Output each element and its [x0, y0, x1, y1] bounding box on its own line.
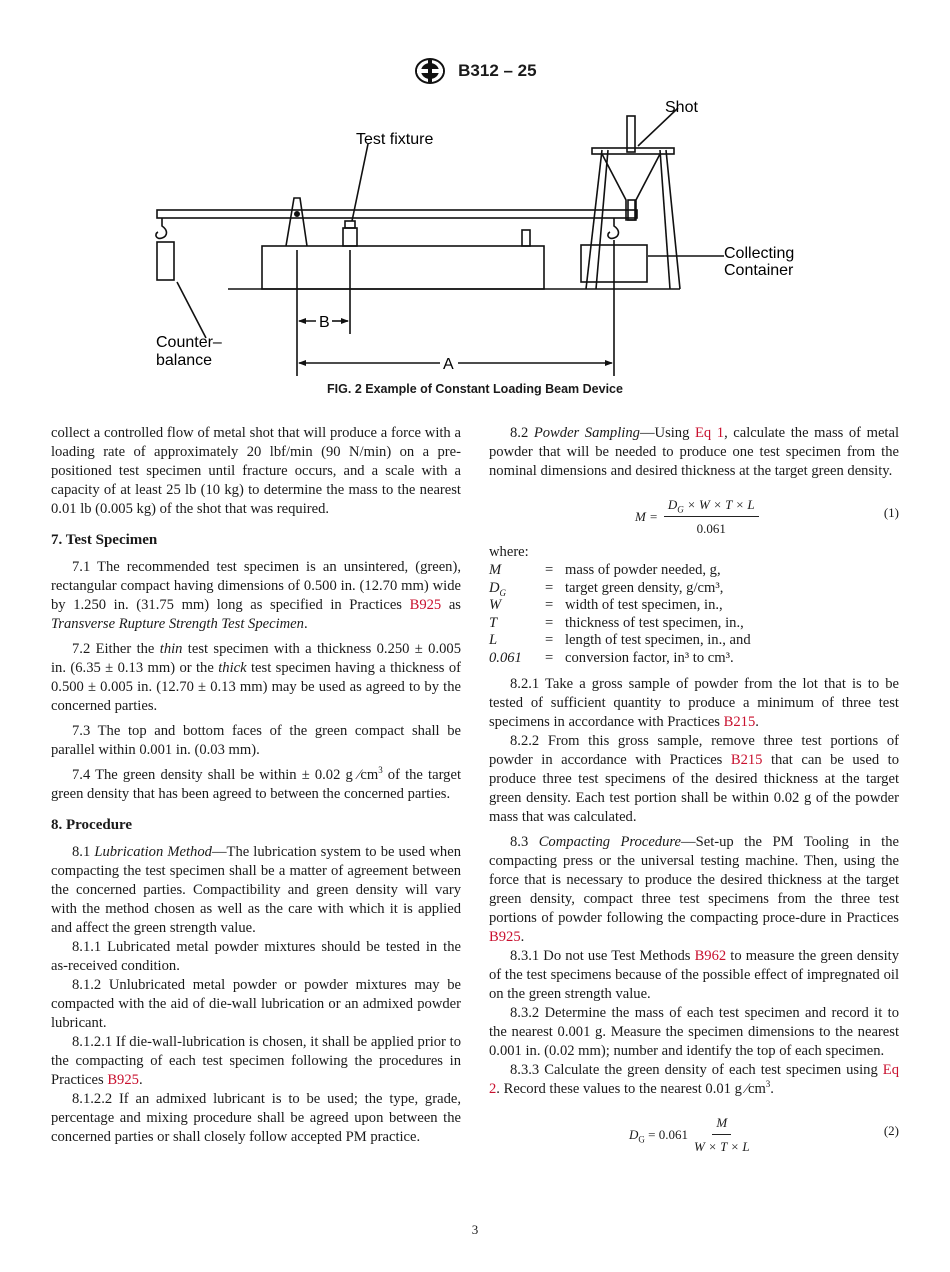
variable-description: width of test specimen, in.,	[565, 597, 723, 613]
eq2-number: (2)	[883, 1123, 899, 1138]
link-b962[interactable]: B962	[694, 948, 727, 964]
variable-equals: =	[545, 649, 554, 666]
variable-symbol: W	[489, 597, 502, 613]
link-b925[interactable]: B925	[107, 1072, 139, 1088]
variable-description: thickness of test specimen, in.,	[565, 614, 744, 631]
paragraph-8-1-1: 8.1.1 Lubricated metal powder mixtures should be tested in the as-received condition.	[51, 939, 461, 974]
figure-caption: FIG. 2 Example of Constant Loading Beam Device	[327, 382, 623, 396]
variable-symbol: T	[489, 614, 498, 631]
eq1-numerator: $D_G \times W \times T \times L$	[664, 495, 759, 517]
page-header	[0, 56, 950, 86]
document-code: B312 – 25	[458, 61, 537, 80]
paragraph-7-4: 7.4 The green density shall be within ± 0.02 g $⁄cm^3$ of the target green density that has been agreed to between the concerned parties.	[51, 765, 461, 802]
link-b925[interactable]: B925	[409, 597, 442, 613]
link-b215[interactable]: B215	[723, 714, 756, 730]
constant-loading-beam-figure	[140, 90, 820, 390]
counter-label: Counter–	[156, 334, 222, 351]
variable-symbol: 0.061	[489, 649, 522, 666]
variable-equals: =	[545, 632, 554, 648]
variable-equals: =	[545, 562, 554, 578]
section-7-heading: 7. Test Specimen	[51, 532, 158, 548]
variable-description: conversion factor, in³ to cm³.	[565, 649, 734, 666]
astm-logo-icon	[413, 56, 447, 86]
paragraph-8-1-2: 8.1.2 Unlubricated metal powder or powder mixtures may be compacted with the aid of die-wall lubrication or an admixed powder lubricant.	[51, 977, 461, 1031]
variable-list	[489, 562, 899, 667]
paragraph-8-3-3: 8.3.3 Calculate the green density of each test specimen using Eq 2. Record these values to the nearest 0.01 g $⁄cm^3$.	[489, 1062, 899, 1097]
where-label: where:	[489, 544, 529, 560]
paragraph-8-1-2-1: 8.1.2.1 If die-wall-lubrication is chosen, it shall be applied prior to the compacting of each test specimen following the procedures in Practices B925.	[51, 1034, 461, 1088]
test-fixture-label: Test fixture	[356, 131, 434, 148]
link-eq2[interactable]: Eq 2	[489, 1062, 899, 1097]
paragraph-8-1-2-2: 8.1.2.2 If an admixed lubricant is to be used; the type, grade, percentage and mixing procedure shall be agreed upon between the concerned parties or shall closely follow accepted PM practice.	[51, 1091, 461, 1145]
paragraph-8-3-1: 8.3.1 Do not use Test Methods B962 to measure the green density of the test specimens because of the possible effect of impregnated oil on the green strength value.	[489, 948, 900, 1002]
variable-equals: =	[545, 614, 554, 631]
shot-label: Shot	[665, 99, 698, 116]
collecting-label: Collecting	[724, 245, 795, 262]
equation-2	[489, 1109, 899, 1153]
variable-description: target green density, g/cm³,	[565, 579, 724, 596]
container-label: Container	[724, 262, 794, 279]
eq1-denominator: 0.061	[696, 521, 726, 536]
left-column	[51, 424, 461, 1147]
paragraph-8-3-2: 8.3.2 Determine the mass of each test specimen and record it to the nearest 0.001 g. Measure the specimen dimensions to the nearest 0.001 in. (0.02 mm); number and identify the top of each specimen.	[489, 1005, 899, 1059]
paragraph-8-3: 8.3 Compacting Procedure—Set-up the PM Tooling in the compacting press or the universal testing machine. Then, using the force that is necessary to produce the desired thickness at the target green density, compact three test specimens from the three test portions of powder following the compacting proce-dure in Practices B925.	[489, 834, 900, 945]
variable-description: mass of powder needed, g,	[565, 562, 721, 578]
equation-1	[489, 491, 899, 535]
paragraph-7-1: 7.1 The recommended test specimen is an unsintered, (green), rectangular compact having dimensions of 0.500 in. (12.70 mm) wide by 1.250 in. (31.75 mm) long as specified in Practices B925 as Transverse Rupture Strength Test Specimen.	[51, 559, 461, 632]
paragraph-8-2: 8.2 Powder Sampling—Using Eq 1, calculate the mass of metal powder that will be needed to produce one test specimen from the nominal dimensions and desired thickness at the target green density.	[489, 425, 900, 479]
paragraph-7-2: 7.2 Either the thin test specimen with a thickness 0.250 ± 0.005 in. (6.35 ± 0.13 mm) or the thick test specimen having a thickness of 0.500 ± 0.005 in. (12.70 ± 0.13 mm) may be used as agreed to by the concerned parties.	[51, 641, 461, 714]
dimension-a-label: A	[443, 356, 454, 373]
dimension-b-label: B	[319, 314, 330, 331]
eq1-lhs: M =	[635, 509, 658, 524]
page-number: 3	[471, 1222, 479, 1237]
variable-symbol: L	[489, 632, 498, 648]
paragraph-8-2-2: 8.2.2 From this gross sample, remove three test portions of powder in accordance with Practices B215 that can be used to produce three test specimens of the desired thickness at the target green density. Each test portion shall be within 0.02 g of the powder mass that was calculated.	[489, 733, 899, 825]
right-column	[489, 424, 899, 1161]
eq1-number: (1)	[883, 505, 899, 520]
link-eq1[interactable]: Eq 1	[694, 425, 725, 441]
paragraph-8-2-1: 8.2.1 Take a gross sample of powder from the lot that is to be tested of sufficient quantity to produce a minimum of three test specimens in accordance with Practices B215.	[489, 676, 899, 730]
variable-equals: =	[545, 579, 554, 596]
variable-symbol: $D_G$	[489, 579, 507, 598]
paragraph-7-3: 7.3 The top and bottom faces of the green compact shall be parallel within 0.001 in. (0.03 mm).	[51, 723, 461, 758]
paragraph-intro: collect a controlled flow of metal shot that will produce a force with a loading rate of approximately 20 lbf/min (90 N/min) on a pre-positioned test specimen until fracture occurs, and a scale with a capacity of at least 25 lb (10 kg) to determine the mass to the nearest 0.01 lb (0.005 kg) of the shot that was required.	[51, 425, 461, 517]
link-b925[interactable]: B925	[489, 929, 521, 945]
eq2-numerator: M	[712, 1113, 731, 1135]
balance-label: balance	[156, 352, 213, 369]
section-8-heading: 8. Procedure	[51, 817, 133, 833]
paragraph-8-1: 8.1 Lubrication Method—The lubrication system to be used when compacting the test specimen shall be a matter of agreement between the concerned parties. Compactibility and green density will vary with the method chosen as well as the care with which it is applied and affect the green strength value.	[51, 844, 462, 936]
variable-equals: =	[545, 597, 554, 613]
variable-description: length of test specimen, in., and	[565, 632, 751, 648]
variable-symbol: M	[489, 562, 502, 578]
eq2-lhs: $D_G = 0.061$	[629, 1127, 688, 1145]
link-b215[interactable]: B215	[730, 752, 763, 768]
eq2-denominator: W × T × L	[693, 1139, 750, 1154]
